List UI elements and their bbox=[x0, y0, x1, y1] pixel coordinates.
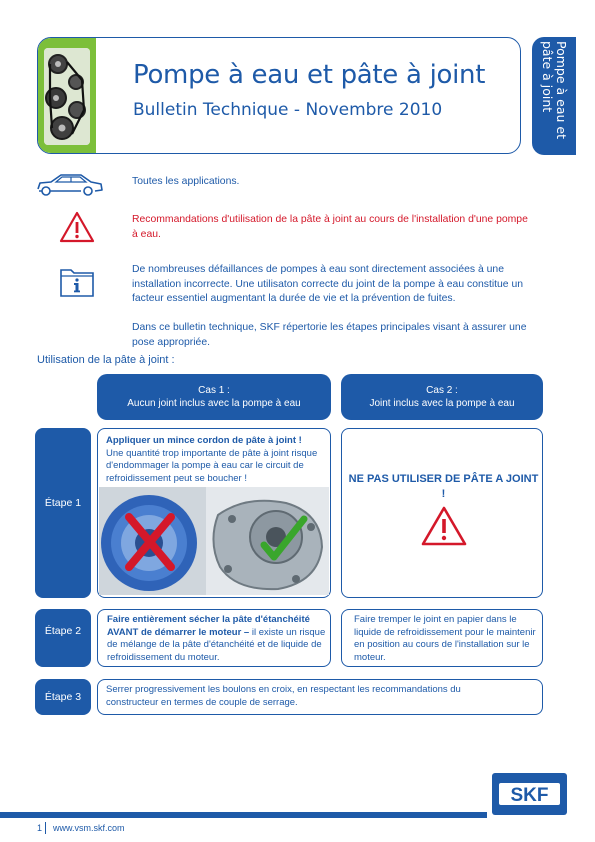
step-1-case-1-text: Une quantité trop importante de pâte à joint risque d'endommager la pompe à eau car le circuit de refroidissement peut se boucher ! bbox=[106, 447, 318, 484]
intro-paragraph-1: De nombreuses défaillances de pompes à eau sont directement associées à une installation incorrecte. Une utilisaton correcte du joint de la pompe à eau constitue un facteur essentiel augmentant la durée de vie et la prévention de fuites. bbox=[132, 264, 524, 304]
step-2-case-1-cell bbox=[97, 609, 331, 667]
step-2-case-1-emphasis: Faire entièrement sécher la pâte d'étanchéité AVANT de démarrer le moteur – bbox=[107, 614, 310, 638]
step-3-cell bbox=[97, 679, 543, 715]
pump-correct-image bbox=[206, 487, 329, 595]
info-folder-icon bbox=[59, 264, 95, 302]
side-tab-label: Pompe à eau et pâte à joint bbox=[540, 41, 569, 139]
skf-logo bbox=[492, 773, 567, 815]
case-2-description: Joint inclus avec la pompe à eau bbox=[369, 398, 515, 409]
footer-bar bbox=[0, 812, 487, 818]
pump-wrong-image bbox=[99, 487, 206, 595]
intro-paragraph-2: Dans ce bulletin technique, SKF répertorie les étapes principales visant à assurer une pose appropriée. bbox=[132, 322, 527, 348]
page-number: 1 bbox=[37, 823, 43, 833]
step-3-label: Étape 3 bbox=[35, 679, 91, 715]
step-1-label: Étape 1 bbox=[35, 428, 91, 598]
step-2-case-2-cell bbox=[341, 609, 543, 667]
belt-drive-image bbox=[44, 48, 90, 145]
case-2-header bbox=[341, 374, 543, 420]
page-subtitle: Bulletin Technique - Novembre 2010 bbox=[133, 100, 443, 120]
case-2-title: Cas 2 : bbox=[426, 385, 458, 396]
header-thumbnail bbox=[38, 38, 96, 153]
step-2-case-2-text: Faire tremper le joint en papier dans le liquide de refroidissement pour le maintenir en position au cours de l'installation sur le moteur. bbox=[354, 614, 536, 663]
usage-label: Utilisation de la pâte à joint : bbox=[37, 354, 175, 366]
step-3-text: Serrer progressivement les boulons en croix, en respectant les recommandations du constructeur en termes de couple de serrage. bbox=[106, 684, 461, 708]
car-icon bbox=[35, 170, 105, 202]
svg-text:SKF: SKF bbox=[510, 785, 549, 806]
warning-triangle-icon bbox=[420, 505, 468, 551]
step-2-case-1-text: il existe un risque de mélange de la pâte d'étanchéité et de liquide de refroidissement du moteur. bbox=[107, 626, 326, 663]
side-tab bbox=[532, 37, 576, 155]
case-1-title: Cas 1 : bbox=[198, 385, 230, 396]
case-1-description: Aucun joint inclus avec la pompe à eau bbox=[127, 398, 301, 409]
step-1-case-1-emphasis: Appliquer un mince cordon de pâte à joint ! bbox=[106, 435, 302, 446]
applications-text: Toutes les applications. bbox=[132, 176, 240, 187]
case-1-header bbox=[97, 374, 331, 420]
no-paste-warning: NE PAS UTILISER DE PÂTE A JOINT ! bbox=[348, 473, 539, 500]
header-box bbox=[37, 37, 521, 154]
step-2-label: Étape 2 bbox=[35, 609, 91, 667]
footer-separator bbox=[45, 822, 46, 834]
warning-triangle-icon bbox=[59, 211, 95, 247]
footer-link[interactable]: www.vsm.skf.com bbox=[53, 823, 125, 833]
page-title: Pompe à eau et pâte à joint bbox=[133, 60, 486, 90]
warning-text: Recommandations d'utilisation de la pâte à joint au cours de l'installation d'une pompe à eau. bbox=[132, 214, 528, 240]
